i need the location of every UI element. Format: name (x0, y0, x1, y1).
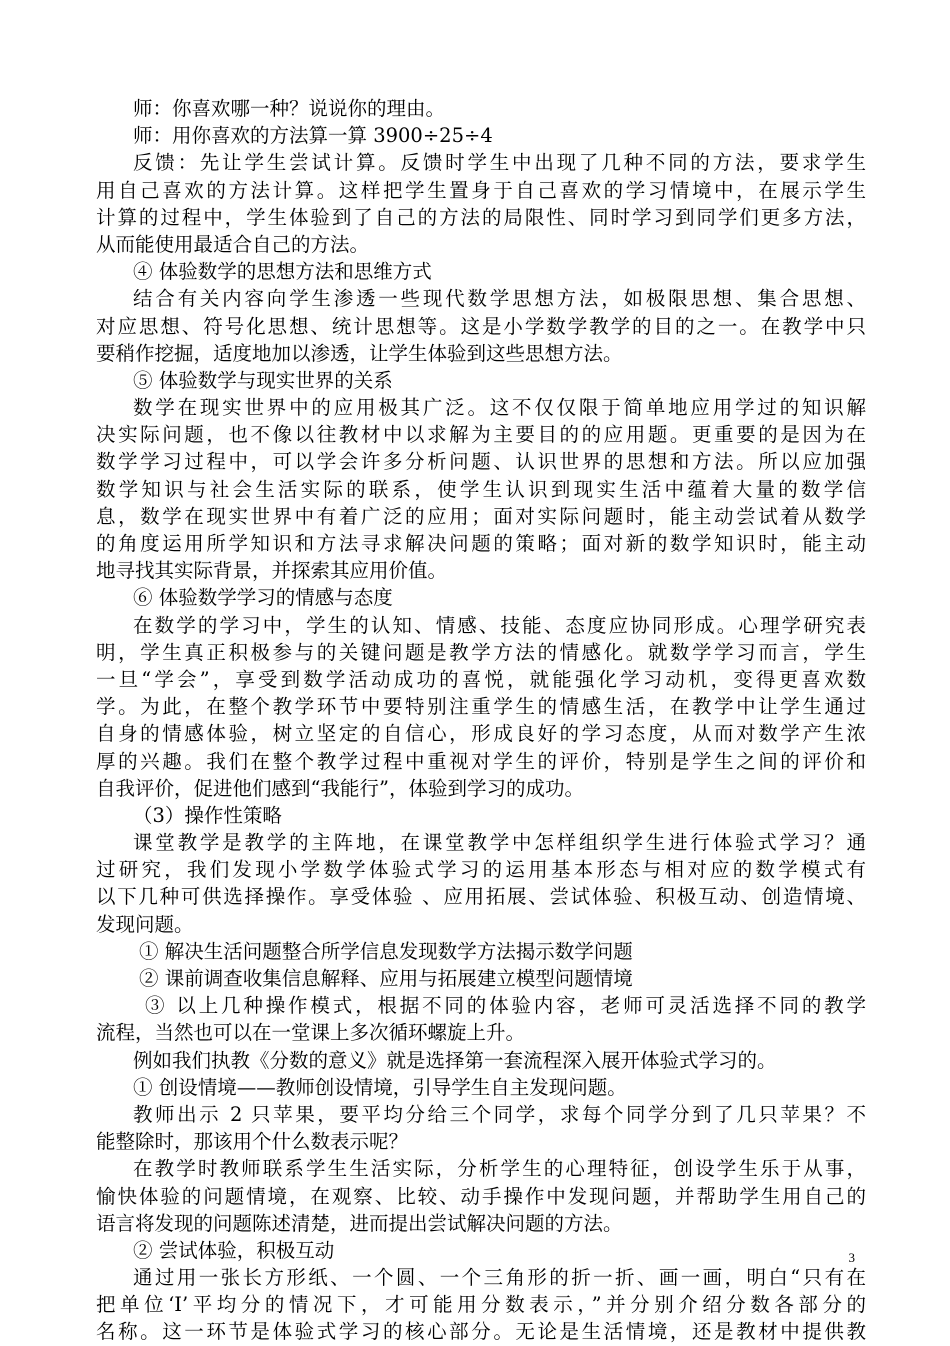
text-line: 地寻找其实际背景，并探索其应用价值。 (96, 559, 448, 583)
text-line: 数学知识与社会生活实际的联系，使学生认识到现实生活中蕴着大量的数学信 (96, 477, 866, 501)
text-line: 把单位‘I’平均分的情况下，才可能用分数表示，”并分别介绍分数各部分的 (96, 1293, 866, 1317)
text-line: 反馈：先让学生尝试计算。反馈时学生中出现了几种不同的方法，要求学生 (133, 151, 866, 175)
text-line: 用自己喜欢的方法计算。这样把学生置身于自己喜欢的学习情境中，在展示学生 (96, 178, 866, 202)
text-line: 教师出示 2 只苹果，要平均分给三个同学，求每个同学分到了几只苹果？不 (133, 1102, 866, 1126)
text-line: 一旦“学会”，享受到数学活动成功的喜悦，就能强化学习动机，变得更喜欢数 (96, 667, 866, 691)
text-line: 例如我们执教《分数的意义》就是选择第一套流程深入展开体验式学习的。 (133, 1048, 777, 1072)
text-line: ⑤ 体验数学与现实世界的关系 (133, 368, 393, 392)
text-line: 数学在现实世界中的应用极其广泛。这不仅仅限于简单地应用学过的知识解 (133, 396, 866, 420)
text-line: 自身的情感体验，树立坚定的自信心，形成良好的学习态度，从而对数学产生浓 (96, 722, 866, 746)
text-line: ⑥ 体验数学学习的情感与态度 (133, 586, 393, 610)
text-line: 学。为此，在整个教学环节中要特别注重学生的情感生活，在教学中让学生通过 (96, 695, 866, 719)
text-line: 愉快体验的问题情境，在观察、比较、动手操作中发现问题，并帮助学生用自己的 (96, 1184, 866, 1208)
text-line: 以下几种可供选择操作。享受体验 、应用拓展、尝试体验、积极互动、创造情境、 (96, 885, 866, 909)
text-line: 数学学习过程中，可以学会许多分析问题、认识世界的思想和方法。所以应加强 (96, 450, 866, 474)
page-number: 3 (848, 1250, 855, 1265)
text-line: 要稍作挖掘，适度地加以渗透，让学生体验到这些思想方法。 (96, 341, 623, 365)
text-line: 课堂教学是教学的主阵地，在课堂教学中怎样组织学生进行体验式学习？通 (133, 831, 866, 855)
text-line: ④ 体验数学的思想方法和思维方式 (133, 260, 432, 284)
text-line: 结合有关内容向学生渗透一些现代数学思想方法，如极限思想、集合思想、 (133, 287, 866, 311)
text-line: ① 创设情境——教师创设情境，引导学生自主发现问题。 (133, 1075, 627, 1099)
text-line: ③ 以上几种操作模式，根据不同的体验内容，老师可灵活选择不同的教学 (145, 994, 866, 1018)
text-line: 发现问题。 (96, 912, 194, 936)
text-line: 名称。这一环节是体验式学习的核心部分。无论是生活情境，还是教材中提供教 (96, 1320, 866, 1344)
text-line: 从而能使用最适合自己的方法。 (96, 232, 370, 256)
text-line: 决实际问题，也不像以往教材中以求解为主要目的的应用题。更重要的是因为在 (96, 423, 866, 447)
text-line: 计算的过程中，学生体验到了自己的方法的局限性、同时学习到同学们更多方法， (96, 205, 866, 229)
text-line: 的角度运用所学知识和方法寻求解决问题的策略；面对新的数学知识时，能主动 (96, 532, 866, 555)
text-line: 息，数学在现实世界中有着广泛的应用；面对实际问题时，能主动尝试着从数学 (96, 504, 866, 528)
text-line: 能整除时，那该用个什么数表示呢？ (96, 1130, 409, 1154)
text-line: 流程，当然也可以在一堂课上多次循环螺旋上升。 (96, 1021, 526, 1045)
text-line: 在数学的学习中，学生的认知、情感、技能、态度应协同形成。心理学研究表 (133, 613, 866, 637)
text-line: ① 解决生活问题整合所学信息发现数学方法揭示数学问题 (139, 939, 633, 963)
text-line: 过研究，我们发现小学数学体验式学习的运用基本形态与相对应的数学模式有 (96, 858, 866, 882)
text-line: 通过用一张长方形纸、一个圆、一个三角形的折一折、画一画，明白“只有在 (133, 1266, 866, 1290)
text-line: 明，学生真正积极参与的关键问题是教学方法的情感化。就数学学习而言，学生 (96, 640, 866, 664)
text-line: 自我评价，促进他们感到“我能行”，体验到学习的成功。 (96, 776, 584, 800)
text-line: （3）操作性策略 (133, 803, 282, 827)
text-line: 师：你喜欢哪一种？说说你的理由。 (133, 97, 446, 120)
text-line: 对应思想、符号化思想、统计思想等。这是小学数学教学的目的之一。在教学中只 (96, 314, 866, 338)
text-line: 在教学时教师联系学生生活实际，分析学生的心理特征，创设学生乐于从事， (133, 1157, 866, 1181)
text-line: ② 课前调查收集信息解释、应用与拓展建立模型问题情境 (139, 967, 633, 990)
text-line: ② 尝试体验，积极互动 (133, 1238, 335, 1262)
text-line: 厚的兴趣。我们在整个教学过程中重视对学生的评价，特别是学生之间的评价和 (96, 749, 866, 773)
text-line: 语言将发现的问题陈述清楚，进而提出尝试解决问题的方法。 (96, 1211, 623, 1235)
document-body (96, 95, 866, 1346)
text-line: 师：用你喜欢的方法算一算 3900÷25÷4 (133, 124, 493, 148)
